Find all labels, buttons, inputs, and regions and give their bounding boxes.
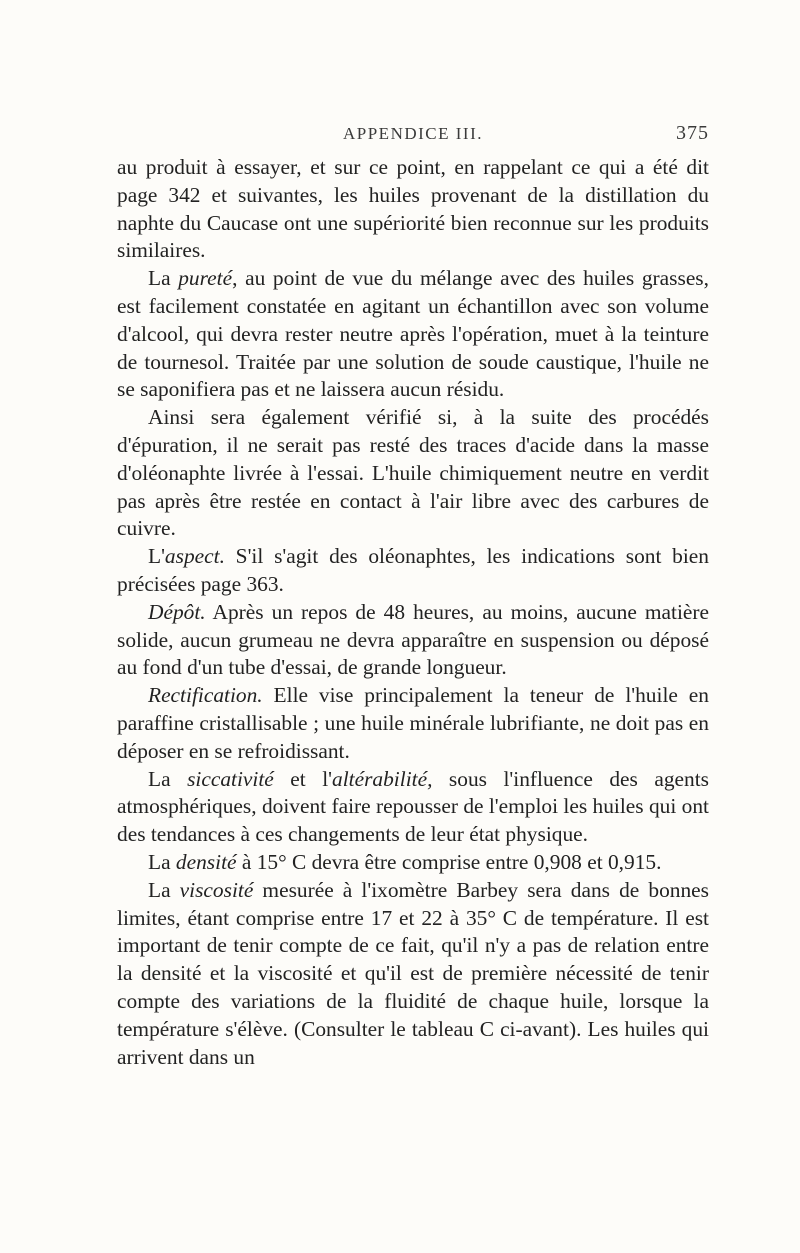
paragraph-rectification: Rectification. Elle vise principalement la teneur de l'huile en paraffine cristallisable ; une huile minérale lubrifiante, ne doit pas en déposer en se refroidissant. [117, 683, 709, 763]
term-siccativite: siccativité [187, 766, 274, 791]
term-depot: Dépôt. [148, 599, 206, 624]
paragraph-viscosite: La viscosité mesurée à l'ixomètre Barbey sera dans de bonnes limites, étant comprise entre 17 et 22 à 35° C de température. Il est important de tenir compte de ce fait, qu'il n'y a pas de relation entre la densité et la viscosité et qu'il est de première nécessité de tenir compte des variations de la fluidité de chaque huile, lorsque la température s'élève. (Consulter le tableau C ci-avant). Les huiles qui arrivent dans un [117, 877, 709, 1069]
paragraph-epuration: Ainsi sera également vérifié si, à la suite des procédés d'épuration, il ne serait pas resté des traces d'acide dans la masse d'oléonaphte livrée à l'essai. L'huile chimiquement neutre en verdit pas après être restée en contact à l'air libre avec des carbures de cuivre. [117, 405, 709, 541]
running-title: APPENDICE III. [343, 124, 483, 143]
term-rectification: Rectification. [148, 683, 263, 708]
term-viscosite: viscosité [179, 877, 254, 902]
term-purete: pureté [178, 266, 233, 291]
page-header [117, 118, 709, 148]
paragraph-continued: au produit à essayer, et sur ce point, en rappelant ce qui a été dit page 342 et suivantes, les huiles provenant de la distillation du naphte du Caucase ont une supériorité bien reconnue sur les produits similaires. [117, 155, 709, 263]
term-alterabilite: altérabilité, [332, 766, 433, 791]
term-aspect: aspect. [164, 544, 225, 569]
paragraph-aspect: L'aspect. S'il s'agit des oléonaphtes, les indications sont bien précisées page 363. [117, 544, 709, 596]
body-text [117, 154, 709, 1071]
paragraph-depot: Dépôt. Après un repos de 48 heures, au moins, aucune matière solide, aucun grumeau ne devra apparaître en suspension ou déposé au fond d'un tube d'essai, de grande longueur. [117, 599, 709, 680]
term-densite: densité [175, 849, 237, 874]
page-number: 375 [676, 122, 709, 144]
paragraph-siccativite: La siccativité et l'altérabilité, sous l'influence des agents atmosphériques, doivent faire repousser de l'emploi les huiles qui ont des tendances à ces changements de leur état physique. [117, 766, 709, 847]
paragraph-purete: La pureté, au point de vue du mélange avec des huiles grasses, est facilement constatée en agitant un échantillon avec son volume d'alcool, qui devra rester neutre après l'opération, muet à la teinture de tournesol. Traitée par une solution de soude caustique, l'huile ne se saponifiera pas et ne laissera aucun résidu. [117, 266, 709, 402]
paragraph-densite: La densité à 15° C devra être comprise entre 0,908 et 0,915. [148, 849, 662, 874]
